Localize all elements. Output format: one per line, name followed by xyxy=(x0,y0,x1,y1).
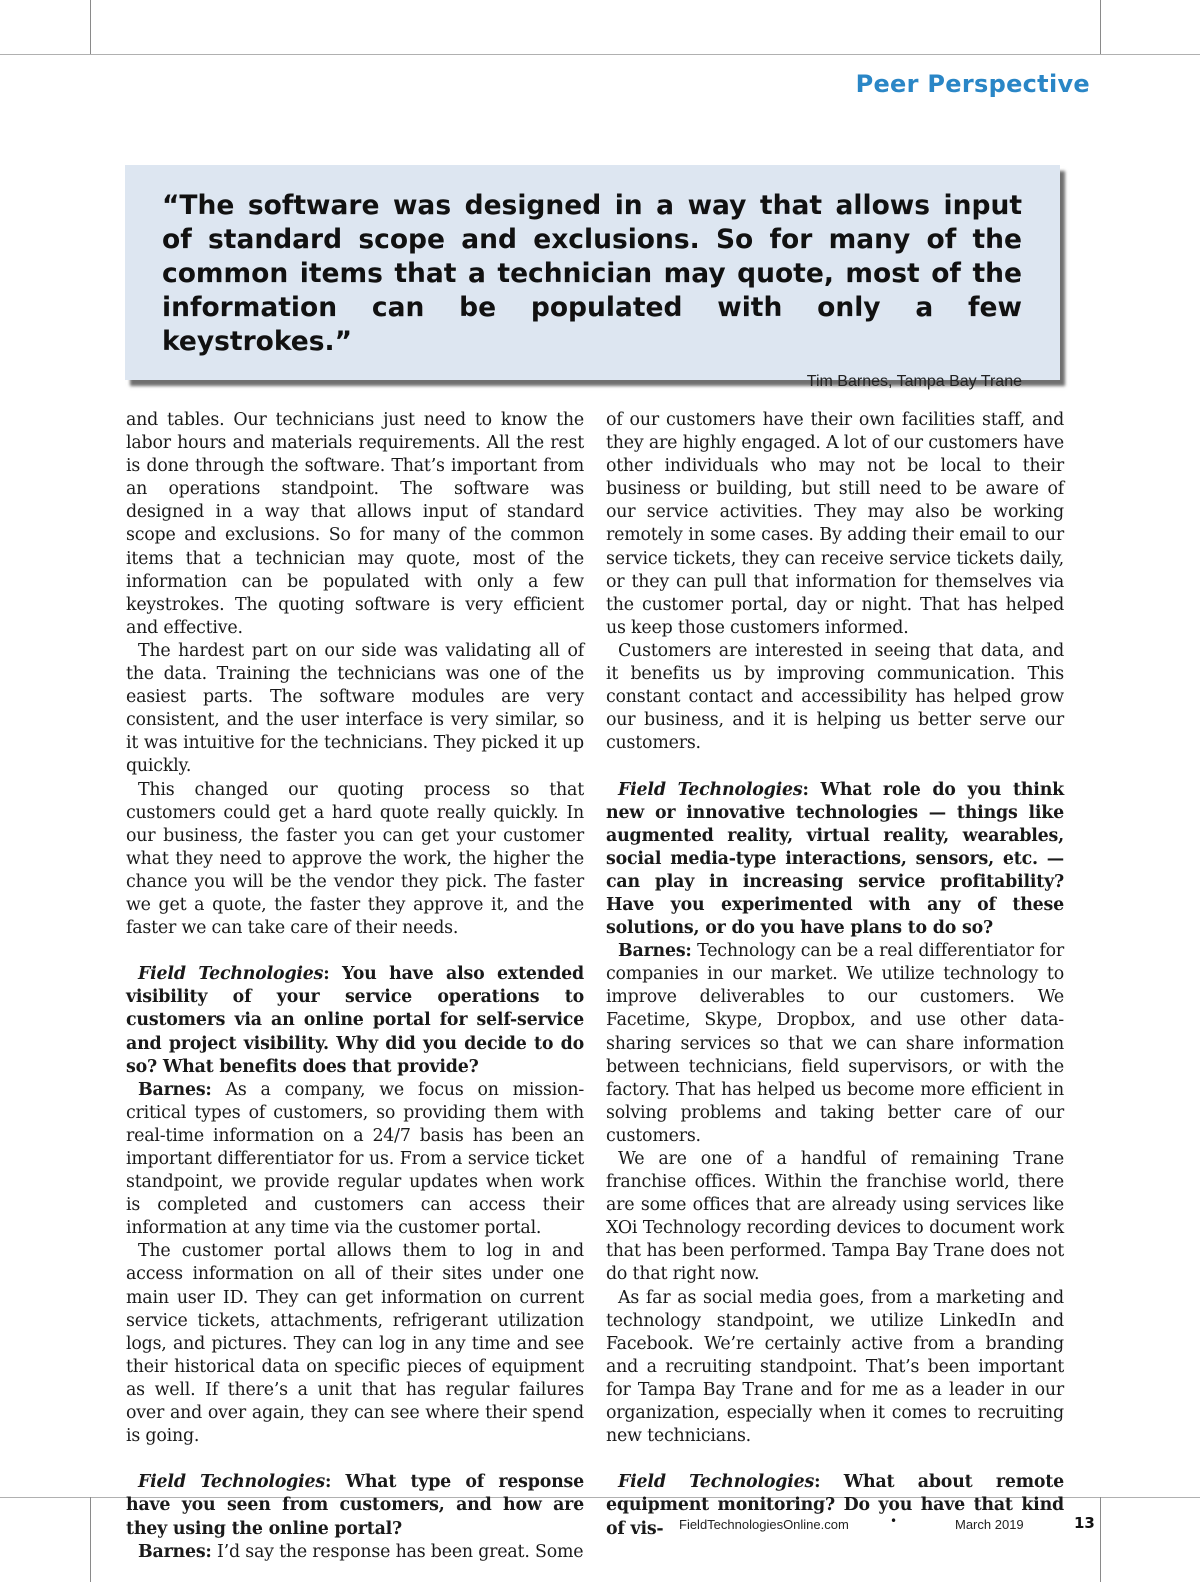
paragraph: and tables. Our technicians just need to know the labor hours and materials requirements. All the rest is done through the software. That’s important from an operations standpoint. The software was designed in a way that allows input of standard scope and exclusions. So for many of the common items that a technician may quote, most of the information can be populated with only a few keystrokes. The quoting software is very efficient and effective. xyxy=(126,410,584,638)
question-text: : What about remote equipment monitoring? Do you have that kind of vis- xyxy=(606,1472,1064,1539)
footer-separator: • xyxy=(890,1514,898,1528)
answer-text: Technology can be a real differentiator for companies in our market. We utilize technology to improve deliverables to our customers. We Facetime, Skype, Dropbox, and use other data-sharing services so that we can share information between technicians, field supervisors, or with the factory. That has helped us become more efficient in solving problems and taking better care of our customers. xyxy=(606,941,1064,1146)
question-text: : You have also extended visibility of your service operations to customers via an online portal for self-service and project visibility. Why did you decide to do so? What benefits does that provide? xyxy=(126,964,584,1077)
left-column xyxy=(126,409,584,1564)
paragraph: Customers are interested in seeing that data, and it benefits us by improving communication. This constant contact and accessibility has helped grow our business, and it is helping us better serve our customers. xyxy=(606,640,1064,754)
paragraph: This changed our quoting process so that customers could get a hard quote really quickly. In our business, the faster you can get your customer what they need to approve the work, the higher the chance you will be the vendor they pick. The faster we get a quote, the faster they approve it, and the faster we can take care of their needs. xyxy=(126,779,584,939)
interview-question xyxy=(126,963,584,1078)
section-label: Peer Perspective xyxy=(855,70,1090,98)
answer-text: I’d say the response has been great. Some xyxy=(211,1541,584,1562)
page-number: 13 xyxy=(1074,1514,1095,1532)
question-label: Field Technologies xyxy=(138,1472,325,1493)
pull-quote-text: “The software was designed in a way that allows input of standard scope and exclusions. So for many of the common items that a technician may quote, most of the information can be populated with only a few keystrokes.” xyxy=(162,190,1022,357)
pull-quote-attribution: Tim Barnes, Tampa Bay Trane xyxy=(806,373,1022,390)
answer-paragraph xyxy=(606,940,1064,1148)
paragraph: The hardest part on our side was validating all of the data. Training the technicians was one of the easiest parts. The software modules are very consistent, and the user interface is very similar, so it was intuitive for the technicians. They picked it up quickly. xyxy=(126,640,584,777)
question-label: Field Technologies xyxy=(618,779,803,800)
paragraph: We are one of a handful of remaining Trane franchise offices. Within the franchise world, there are some offices that are already using services like XOi Technology recording devices to document work that has been performed. Tampa Bay Trane does not do that right now. xyxy=(606,1149,1064,1285)
answer-speaker: Barnes: xyxy=(138,1079,212,1100)
crop-mark-top-left-vertical xyxy=(90,0,91,55)
paragraph: The customer portal allows them to log in and access information on all of their sites under one main user ID. They can get information on current service tickets, attachments, refrigerant utilization logs, and pictures. They can log in any time and see their historical data on specific pieces of equipment as well. If there’s a unit that has regular failures over and over again, they can see where their spend is going. xyxy=(126,1241,584,1447)
question-label: Field Technologies xyxy=(618,1472,815,1493)
footer-date: March 2019 xyxy=(955,1517,1024,1532)
crop-mark-top-line xyxy=(0,54,1200,55)
question-text: : What role do you think new or innovative technologies — things like augmented reality, virtual reality, wearables, social media-type interactions, sensors, etc. — can play in increasing service profitability? Have you experimented with any of these solutions, or do you have plans to do so? xyxy=(606,779,1064,939)
answer-paragraph xyxy=(126,1079,584,1241)
crop-mark-bottom-left-vertical xyxy=(90,1497,91,1582)
footer-website: FieldTechnologiesOnline.com xyxy=(679,1517,849,1532)
right-column xyxy=(606,409,1064,1541)
interview-question xyxy=(606,779,1064,941)
answer-speaker: Barnes: xyxy=(138,1541,212,1562)
interview-question xyxy=(126,1471,584,1540)
question-text: : What type of response have you seen from customers, and how are they using the online portal? xyxy=(126,1472,584,1539)
question-label: Field Technologies xyxy=(138,964,324,985)
answer-paragraph xyxy=(126,1541,584,1564)
answer-text: As a company, we focus on mission-critical types of customers, so providing them with real-time information on a 24/7 basis has been an important differentiator for us. From a service ticket standpoint, we provide regular updates when work is completed and customers can access their information at any time via the customer portal. xyxy=(126,1079,584,1239)
paragraph: of our customers have their own facilities staff, and they are highly engaged. A lot of our customers have other individuals who may not be local to their business or building, but still need to be aware of our service activities. They may also be working remotely in some cases. By adding their email to our service tickets, they can receive service tickets daily, or they can pull that information for themselves via the customer portal, day or night. That has helped us keep those customers informed. xyxy=(606,410,1064,638)
paragraph: As far as social media goes, from a marketing and technology standpoint, we utilize LinkedIn and Facebook. We’re certainly active from a branding and a recruiting standpoint. That’s been important for Tampa Bay Trane and for me as a leader in our organization, especially when it comes to recruiting new technicians. xyxy=(606,1287,1064,1447)
answer-speaker: Barnes: xyxy=(618,941,692,962)
crop-mark-bottom-right-vertical xyxy=(1100,1497,1101,1582)
pull-quote-box xyxy=(125,165,1060,390)
crop-mark-top-right-vertical xyxy=(1100,0,1101,55)
